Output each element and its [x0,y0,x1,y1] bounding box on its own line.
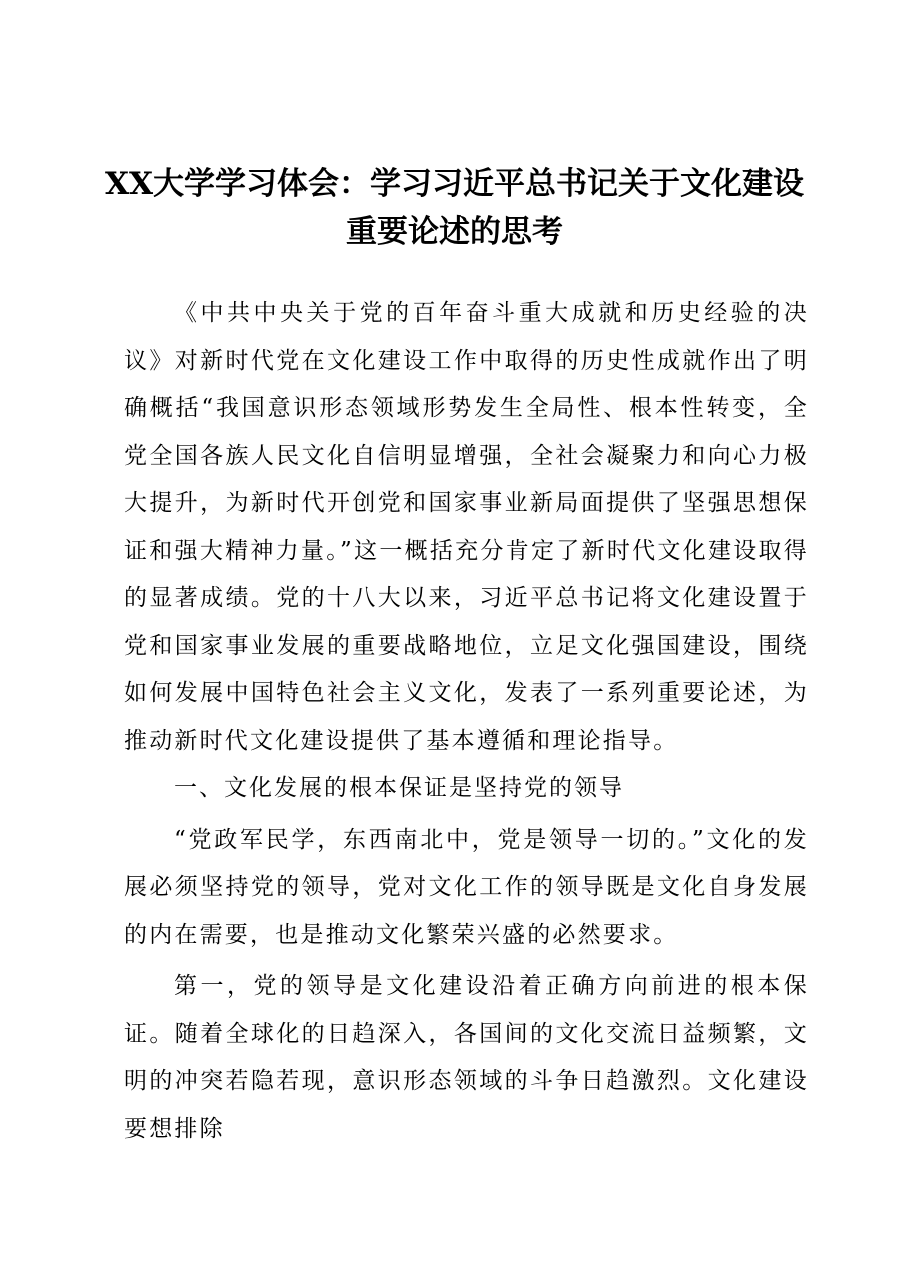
title-line-1: XX大学学习体会：学习习近平总书记关于文化建设 [104,166,805,202]
intro-paragraph: 《中共中央关于党的百年奋斗重大成就和历史经验的决议》对新时代党在文化建设工作中取得的历史性成就作出了明确概括“我国意识形态领域形势发生全局性、根本性转变，全党全国各族人民文化自信明显增强，全社会凝聚力和向心力极大提升，为新时代开创党和国家事业新局面提供了坚强思想保证和强大精神力量。”这一概括充分肯定了新时代文化建设取得的显著成绩。党的十八大以来，习近平总书记将文化建设置于党和国家事业发展的重要战略地位，立足文化强国建设，围绕如何发展中国特色社会主义文化，发表了一系列重要论述，为推动新时代文化建设提供了基本遵循和理论指导。 [124,300,809,754]
section-paragraph-2: 第一，党的领导是文化建设沿着正确方向前进的根本保证。随着全球化的日趋深入，各国间的文化交流日益频繁，文明的冲突若隐若现，意识形态领域的斗争日趋激烈。文化建设要想排除 [124,973,809,1142]
section-heading: 一、文化发展的根本保证是坚持党的领导 [174,775,624,801]
section-paragraph-1: “党政军民学，东西南北中，党是领导一切的。”文化的发展必须坚持党的领导，党对文化工作的领导既是文化自身发展的内在需要，也是推动文化繁荣兴盛的必然要求。 [124,826,809,948]
document-body [124,290,809,1153]
title-line-2: 重要论述的思考 [346,214,563,250]
document-title [75,160,835,256]
